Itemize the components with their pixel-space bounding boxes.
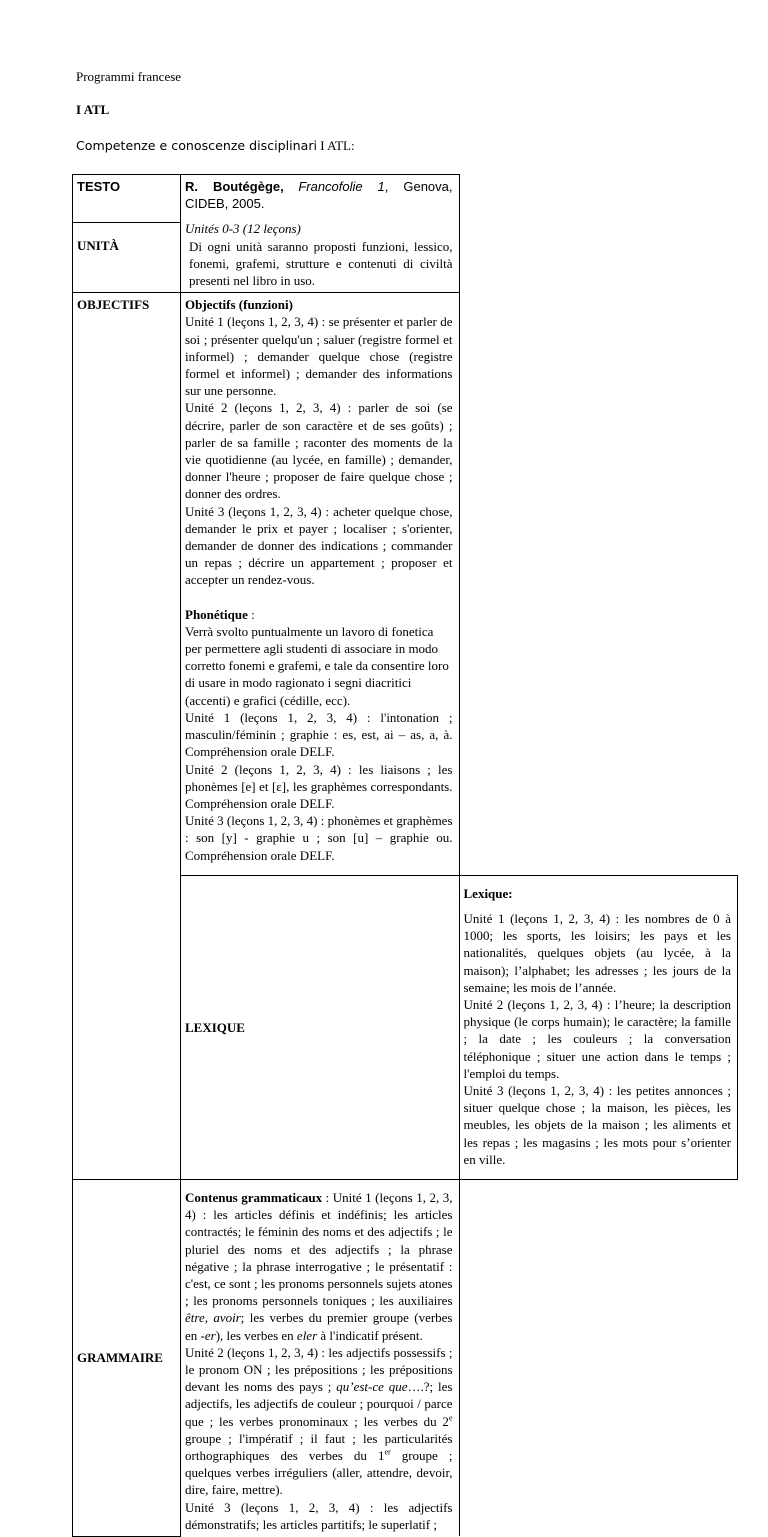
g-u2-sup2: er [384, 1447, 391, 1457]
label-grammaire: GRAMMAIRE [73, 1179, 181, 1536]
g-u1-avoir: avoir [213, 1310, 241, 1326]
g-u1-a: : Unité 1 (leçons 1, 2, 3, 4) : les articles définis et indéfinis; les articles contractés; le féminin des noms et des adjectifs ; le pluriel des noms et des adjectifs ; la phrase négative ; la phrase interrogative ; le présentatif : c'est, ce sont ; les pronoms personnels sujets atones ; les pronoms personnels toniques ; les auxiliaires [185, 1189, 453, 1309]
content-grammaire [181, 1179, 460, 1536]
row-grammaire [73, 1179, 738, 1536]
spacer [185, 589, 453, 606]
lexique-heading [464, 885, 732, 902]
phonetique-u2: Unité 2 (leçons 1, 2, 3, 4) : les liaisons ; les phonèmes [e] et [ɛ], les graphèmes correspondants. Compréhension orale DELF. [185, 761, 453, 811]
g-u1-b: ; les verbes du premier groupe (verbes en [185, 1310, 453, 1343]
objectifs-u2: Unité 2 (leçons 1, 2, 3, 4) : parler de soi (se décrire, parler de son caractère et de ses goûts) ; parler de sa famille ; raconter des moments de la vie quotidienne (au lycée, en famille) ; demander, donner l'heure ; proposer de faire quelque chose ; donner des ordres. [185, 400, 453, 502]
g-u2-sup1: e [448, 1413, 453, 1423]
spacer [185, 212, 453, 220]
grammaire-heading: Contenus grammaticaux [185, 1189, 323, 1205]
spacer [464, 902, 732, 910]
competenze-heading [76, 137, 355, 154]
document-title: Programmi francese [76, 69, 182, 84]
objectifs-heading [185, 296, 453, 313]
competenze-prefix: Competenze e conoscenze disciplinari [76, 138, 318, 153]
unita-units: Unités 0-3 (12 leçons) [185, 221, 301, 237]
unita-line1 [185, 220, 453, 237]
phonetique-heading [185, 606, 453, 623]
g-u1-eler: eler [296, 1327, 318, 1343]
label-testo: TESTO [73, 175, 181, 223]
grammaire-u2 [185, 1344, 453, 1499]
g-u2-a: Unité 2 (leçons 1, 2, 3, 4) : les adjectifs possessifs ; le pronom ON ; les prépositions ; les prépositions devant les noms des pays ; [185, 1344, 453, 1395]
phonetique-intro: Verrà svolto puntualmente un lavoro di fonetica per permettere agli studenti di associare in modo corretto fonemi e grafemi, e tale da consentire loro di usare in modo ragionato i segni diacritici (accenti) e grafici (cédille, ecc). [185, 623, 449, 708]
label-unita-text: UNITÀ [77, 238, 119, 254]
lexique-heading-text: Lexique: [463, 885, 513, 901]
label-objectifs: OBJECTIFS [73, 293, 181, 1180]
objectifs-u3: Unité 3 (leçons 1, 2, 3, 4) : acheter quelque chose, demander le prix et payer ; localiser ; s'orienter, demander de donner des indications ; commander un repas ; décrire un appartement ; proposer et accepter un rendez-vous. [185, 503, 453, 588]
g-u1-er: -er [200, 1327, 216, 1343]
g-u1-etre: être, [185, 1310, 208, 1326]
phonetique-colon: : [247, 606, 255, 622]
testo-author: R. Boutégège, [185, 179, 284, 194]
label-lexique: LEXIQUE [181, 875, 460, 1179]
phonetique-u1: Unité 1 (leçons 1, 2, 3, 4) : l'intonation ; masculin/féminin ; graphie : es, est, ai – as, a, à. Compréhension orale DELF. [185, 709, 453, 760]
g-u1-c: ), les verbes en [215, 1327, 297, 1343]
g-u2-c: groupe ; l'impératif ; il faut ; les particularités orthographiques des verbes du 1 [185, 1430, 453, 1464]
unita-line2: Di ogni unità saranno proposti funzioni, lessico, fonemi, grafemi, strutture e contenuti di civiltà presenti nel libro in uso. [189, 238, 453, 289]
spacer [464, 1168, 732, 1176]
g-u2-d: groupe ; quelques verbes irréguliers (aller, attendre, devoir, dire, faire, mettre). [185, 1448, 453, 1498]
testo-line [185, 178, 453, 212]
objectifs-heading-text: Objectifs (funzioni) [185, 297, 293, 313]
g-u2-quest: qu’est-ce que [336, 1379, 408, 1395]
g-u2-b: ….?; les adjectifs, les adjectifs de couleur ; pourquoi / parce que ; les verbes pronominaux ; les verbes du 2 [185, 1379, 453, 1429]
lexique-u2: Unité 2 (leçons 1, 2, 3, 4) : l’heure; la description physique (le corps humain); le caractère; la famille ; la date ; les couleurs ; la conversation téléphonique ; situer une action dans le temps ; l'emploi du temps. [463, 996, 731, 1081]
testo-publisher: , Genova, CIDEB, 2005. [185, 179, 453, 212]
content-objectifs [181, 293, 460, 876]
phonetique-u3: Unité 3 (leçons 1, 2, 3, 4) : phonèmes et graphèmes : son [y] - graphie u ; son [u] – graphie ou. Compréhension orale DELF. [185, 813, 453, 863]
program-table [72, 174, 738, 1537]
spacer [185, 864, 453, 872]
class-heading: I ATL [76, 102, 110, 117]
lexique-u3: Unité 3 (leçons 1, 2, 3, 4) : les petites annonces ; situer quelque chose ; la maison, les pièces, les meubles, les objets de la maison ; les aliments et les repas ; les magasins ; les mots pour s’orienter en ville. [463, 1082, 731, 1167]
testo-book: Francofolie 1 [298, 179, 385, 194]
grammaire-u3: Unité 3 (leçons 1, 2, 3, 4) : les adjectifs démonstratifs; les articles partitifs; le superlatif ; [185, 1499, 453, 1532]
g-u1-d: à l'indicatif présent. [317, 1327, 423, 1343]
content-lexique [459, 875, 738, 1179]
label-unita [73, 223, 181, 293]
row-testo [73, 175, 738, 223]
content-testo [181, 175, 460, 293]
row-objectifs [73, 293, 738, 876]
objectifs-u1: Unité 1 (leçons 1, 2, 3, 4) : se présenter et parler de soi ; présenter quelqu'un ; saluer (registre formel et informel) ; demander quelque chose (registre formel et informel) ; demander des informations sur une personne. [185, 314, 453, 399]
lexique-u1: Unité 1 (leçons 1, 2, 3, 4) : les nombres de 0 à 1000; les sports, les loisirs; les pays et les nationalités, quelques objets (au lycée, à la maison); l’alphabet; les adresses ; les jours de la semaine; les mois de l’année. [463, 910, 731, 995]
phonetique-heading-text: Phonétique [185, 606, 248, 622]
grammaire-u1 [185, 1189, 453, 1344]
competenze-suffix: I ATL: [320, 138, 355, 153]
